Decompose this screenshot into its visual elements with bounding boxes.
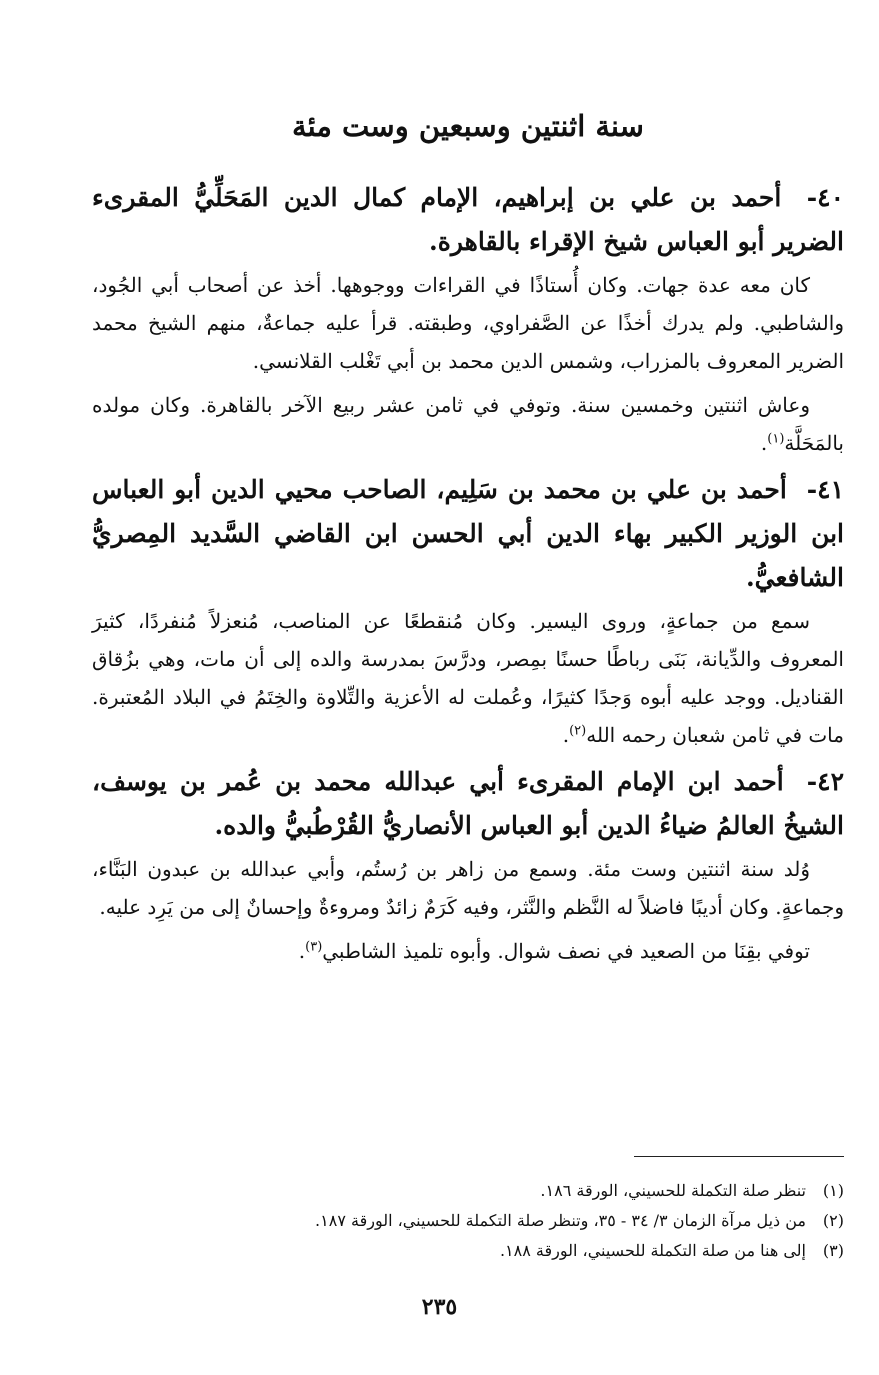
paragraph-end: . xyxy=(562,723,570,747)
entry-heading-text: أحمد ابن الإمام المقرىء أبي عبدالله محمد بن عُمر بن يوسف، الشيخُ العالمُ ضياءُ الدين أبو العباس الأنصاريُّ القُرْطُبيُّ والده. xyxy=(92,767,844,840)
footnote-reference[interactable]: (٣) xyxy=(305,939,323,955)
entry-heading-text: أحمد بن علي بن محمد بن سَلِيم، الصاحب محيي الدين أبو العباس ابن الوزير الكبير بهاء الدين أبي الحسن ابن القاضي السَّديد المِصريُّ الشافعيُّ. xyxy=(92,475,844,592)
entry-42-heading xyxy=(92,760,844,848)
footnote-text: إلى هنا من صلة التكملة للحسيني، الورقة ١٨٨. xyxy=(499,1241,806,1260)
entry-number: ٤٠- xyxy=(806,183,844,212)
footnote-reference[interactable]: (٢) xyxy=(569,723,587,739)
entry-number: ٤١- xyxy=(806,475,844,504)
footnote-mark: (٢) xyxy=(822,1211,844,1230)
footnote-separator xyxy=(634,1156,844,1157)
entry-40-paragraph-1: كان معه عدة جهات. وكان أُستاذًا في القراءات ووجوهها. أخذ عن أصحاب أبي الجُود، والشاطبي. ولم يدرك أخذًا عن الصَّفراوي، وطبقته. قرأ عليه جماعةٌ، منهم الشيخ محمد الضرير المعروف بالمزراب، وشمس الدين محمد بن أبي تَغْلب القلانسي. xyxy=(92,273,844,373)
footnote-reference[interactable]: (١) xyxy=(767,431,785,447)
page-number: ٢٣٥ xyxy=(421,1294,458,1320)
entry-42-paragraph-2 xyxy=(92,932,844,970)
footnote-3 xyxy=(92,1236,844,1266)
footnote-text: من ذيل مرآة الزمان ٣/ ٣٤ - ٣٥، وتنظر صلة التكملة للحسيني، الورقة ١٨٧. xyxy=(315,1211,806,1230)
entry-number: ٤٢- xyxy=(806,767,844,796)
paragraph-end: . xyxy=(298,939,306,963)
entry-41-heading xyxy=(92,468,844,600)
paragraph-text: توفي بقِنَا من الصعيد في نصف شوال. وأبوه تلميذ الشاطبي xyxy=(322,939,810,963)
entry-40-heading xyxy=(92,176,844,264)
entry-40-paragraph-2 xyxy=(92,386,844,462)
entry-42-paragraph-1: وُلد سنة اثنتين وست مئة. وسمع من زاهر بن رُستُم، وأبي عبدالله بن عبدون البَنَّاء، وجماعةٍ. وكان أديبًا فاضلاً له النَّظم والنَّثر، وفيه كَرَمٌ زائدٌ ومروءةٌ وإحسانٌ إلى من يَرِد عليه. xyxy=(92,857,844,919)
footnote-text: تنظر صلة التكملة للحسيني، الورقة ١٨٦. xyxy=(540,1181,806,1200)
footnote-mark: (٣) xyxy=(822,1241,844,1260)
paragraph-end: . xyxy=(760,431,768,455)
footnote-mark: (١) xyxy=(822,1181,844,1200)
entry-heading-text: أحمد بن علي بن إبراهيم، الإمام كمال الدين المَحَلِّيُّ المقرىء الضرير أبو العباس شيخ الإقراء بالقاهرة. xyxy=(92,183,844,256)
page-title: سنة اثنتين وسبعين وست مئة xyxy=(292,109,644,143)
footnote-2 xyxy=(92,1206,844,1236)
page-body xyxy=(92,100,844,976)
paragraph-text: وعاش اثنتين وخمسين سنة. وتوفي في ثامن عشر ربيع الآخر بالقاهرة. وكان مولده بالمَحَلَّة xyxy=(92,393,844,455)
entry-41-paragraph-1 xyxy=(92,602,844,754)
paragraph-text: سمع من جماعةٍ، وروى اليسير. وكان مُنقطعًا عن المناصب، مُنعزلاً مُنفردًا، كثيرَ المعروف والدِّيانة، بَنَى رباطًا حسنًا بمِصر، ودرَّسَ بمدرسة والده إلى أن مات، وهي بزُقاق القناديل. ووجد عليه أبوه وَجدًا كثيرًا، وعُملت له الأعزية والتِّلاوة والخِتَمُ في البلاد المُعتبرة. مات في ثامن شعبان رحمه الله xyxy=(92,609,844,747)
footnote-1 xyxy=(92,1176,844,1206)
footnotes-section xyxy=(92,1176,844,1266)
